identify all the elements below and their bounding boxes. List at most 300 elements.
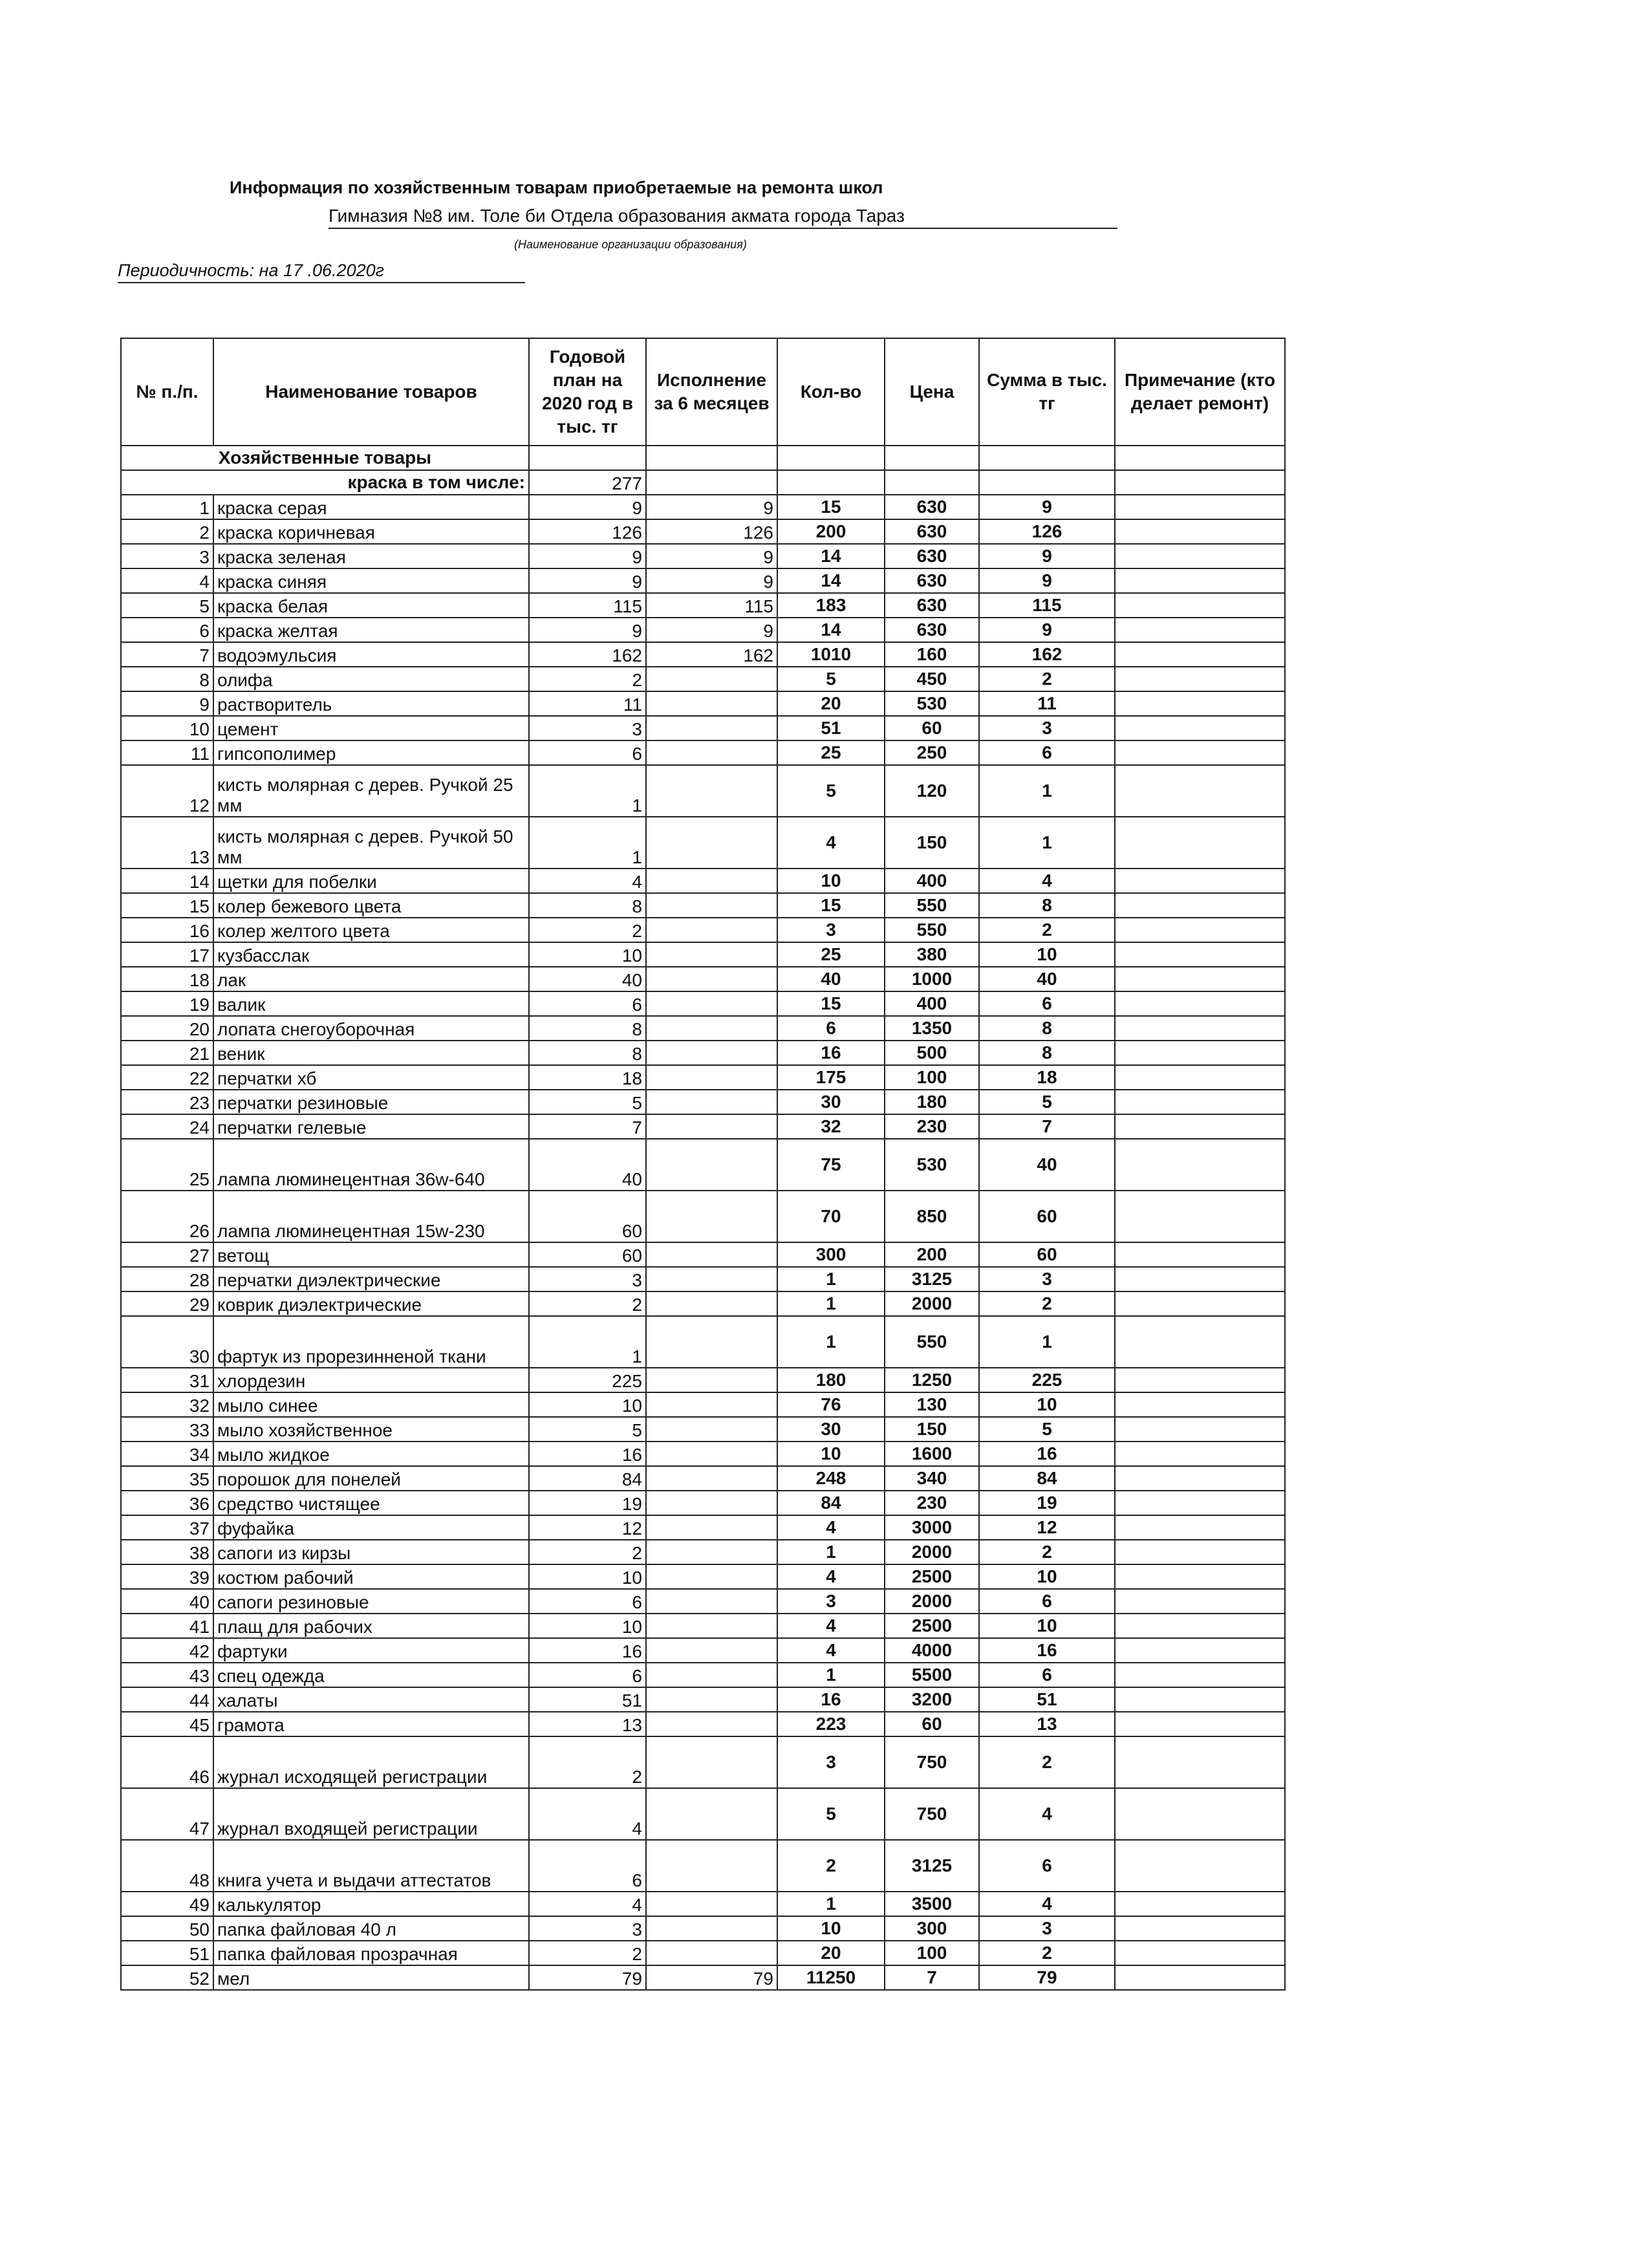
cell-name: хлордезин [213, 1368, 529, 1392]
col-header-number: № п./п. [121, 338, 213, 446]
table-row [121, 740, 1285, 765]
cell-qty: 15 [777, 495, 885, 519]
cell-price: 2500 [885, 1614, 979, 1638]
periodicity: Периодичность: на 17 .06.2020г [118, 261, 525, 283]
cell-qty: 30 [777, 1417, 885, 1442]
cell-qty: 76 [777, 1392, 885, 1417]
cell-exec: 9 [646, 495, 777, 519]
cell-sum: 6 [979, 991, 1115, 1016]
cell-note [1115, 1540, 1285, 1564]
cell-exec [646, 1840, 777, 1892]
subsection-label: краска в том числе: [121, 470, 529, 495]
col-header-note: Примечание (кто делает ремонт) [1115, 338, 1285, 446]
cell-exec [646, 740, 777, 765]
cell-num: 11 [121, 740, 213, 765]
cell-plan: 2 [529, 1941, 646, 1965]
cell-num: 41 [121, 1614, 213, 1638]
cell-num: 7 [121, 642, 213, 667]
cell-note [1115, 1466, 1285, 1491]
cell-name: сапоги резиновые [213, 1589, 529, 1614]
cell-plan: 6 [529, 1840, 646, 1892]
cell-note [1115, 1267, 1285, 1291]
cell-exec [646, 1139, 777, 1191]
header-row [121, 338, 1285, 446]
cell-qty: 1 [777, 1267, 885, 1291]
cell-num: 5 [121, 593, 213, 618]
cell-qty: 40 [777, 967, 885, 991]
cell-price: 2000 [885, 1589, 979, 1614]
cell-num: 16 [121, 918, 213, 942]
cell-note [1115, 667, 1285, 691]
cell-price: 2500 [885, 1564, 979, 1589]
table-row [121, 1840, 1285, 1892]
table-row [121, 568, 1285, 593]
cell-qty: 248 [777, 1466, 885, 1491]
table-row [121, 1041, 1285, 1065]
table-row [121, 1090, 1285, 1114]
cell-qty: 84 [777, 1491, 885, 1515]
cell-name: краска коричневая [213, 519, 529, 544]
cell-sum: 4 [979, 869, 1115, 893]
col-header-price: Цена [885, 338, 979, 446]
table-row [121, 1663, 1285, 1687]
cell-qty: 5 [777, 1788, 885, 1840]
cell-qty: 1 [777, 1892, 885, 1916]
cell-plan: 2 [529, 667, 646, 691]
cell-plan: 10 [529, 1614, 646, 1638]
cell-exec [646, 1687, 777, 1712]
cell-num: 40 [121, 1589, 213, 1614]
table-row [121, 1564, 1285, 1589]
cell-plan: 13 [529, 1712, 646, 1736]
cell-num: 27 [121, 1242, 213, 1267]
cell-price: 230 [885, 1114, 979, 1139]
cell-plan: 3 [529, 716, 646, 740]
cell-price: 200 [885, 1242, 979, 1267]
cell-sum: 6 [979, 1589, 1115, 1614]
cell-qty: 20 [777, 691, 885, 716]
cell-plan: 4 [529, 1788, 646, 1840]
cell-exec: 9 [646, 544, 777, 568]
cell-num: 49 [121, 1892, 213, 1916]
cell-qty: 4 [777, 1564, 885, 1589]
cell-qty: 11250 [777, 1965, 885, 1990]
cell-plan: 51 [529, 1687, 646, 1712]
cell-note [1115, 1191, 1285, 1242]
cell-plan: 4 [529, 869, 646, 893]
cell-num: 32 [121, 1392, 213, 1417]
cell-exec [646, 967, 777, 991]
cell-name: сапоги из кирзы [213, 1540, 529, 1564]
cell-note [1115, 1090, 1285, 1114]
cell-sum: 1 [979, 1316, 1115, 1368]
cell-price: 850 [885, 1191, 979, 1242]
cell-name: краска синяя [213, 568, 529, 593]
cell-sum: 60 [979, 1242, 1115, 1267]
cell-plan: 11 [529, 691, 646, 716]
cell-exec [646, 1491, 777, 1515]
cell-plan: 6 [529, 1663, 646, 1687]
cell-price: 3000 [885, 1515, 979, 1540]
cell-exec [646, 1368, 777, 1392]
cell-price: 1250 [885, 1368, 979, 1392]
cell-name: растворитель [213, 691, 529, 716]
cell-name: лак [213, 967, 529, 991]
table-row [121, 1941, 1285, 1965]
cell-exec [646, 1016, 777, 1041]
cell-qty: 1 [777, 1316, 885, 1368]
table-row [121, 495, 1285, 519]
cell-sum: 18 [979, 1065, 1115, 1090]
cell-plan: 2 [529, 1736, 646, 1788]
cell-qty: 1 [777, 1291, 885, 1316]
cell-plan: 8 [529, 1041, 646, 1065]
cell-plan: 162 [529, 642, 646, 667]
cell-price: 630 [885, 544, 979, 568]
cell-sum: 8 [979, 1016, 1115, 1041]
cell-note [1115, 765, 1285, 817]
cell-note [1115, 967, 1285, 991]
cell-qty: 14 [777, 618, 885, 642]
cell-note [1115, 1515, 1285, 1540]
cell-sum: 16 [979, 1442, 1115, 1466]
cell-plan: 3 [529, 1267, 646, 1291]
cell-note [1115, 1788, 1285, 1840]
cell-exec [646, 991, 777, 1016]
cell-num: 37 [121, 1515, 213, 1540]
cell-num: 46 [121, 1736, 213, 1788]
cell-plan: 10 [529, 942, 646, 967]
cell-name: колер бежевого цвета [213, 893, 529, 918]
cell-exec [646, 1466, 777, 1491]
cell-exec [646, 667, 777, 691]
cell-name: мел [213, 1965, 529, 1990]
cell-name: олифа [213, 667, 529, 691]
cell-price: 120 [885, 765, 979, 817]
cell-price: 630 [885, 495, 979, 519]
cell-note [1115, 495, 1285, 519]
cell-qty: 6 [777, 1016, 885, 1041]
cell-sum: 6 [979, 740, 1115, 765]
cell-sum: 2 [979, 918, 1115, 942]
cell-qty: 4 [777, 1614, 885, 1638]
cell-num: 12 [121, 765, 213, 817]
cell-exec [646, 1392, 777, 1417]
cell-num: 6 [121, 618, 213, 642]
cell-num: 4 [121, 568, 213, 593]
cell-sum: 7 [979, 1114, 1115, 1139]
cell-plan: 9 [529, 568, 646, 593]
cell-plan: 6 [529, 991, 646, 1016]
cell-num: 20 [121, 1016, 213, 1041]
cell-qty: 5 [777, 667, 885, 691]
cell-price: 7 [885, 1965, 979, 1990]
cell-name: кисть молярная с дерев. Ручкой 25 мм [213, 765, 529, 817]
cell-sum: 51 [979, 1687, 1115, 1712]
cell-name: коврик диэлектрические [213, 1291, 529, 1316]
cell-exec [646, 1788, 777, 1840]
col-header-plan: Годовой план на 2020 год в тыс. тг [529, 338, 646, 446]
cell-qty: 20 [777, 1941, 885, 1965]
cell-exec [646, 1267, 777, 1291]
cell-exec [646, 1540, 777, 1564]
cell-sum: 9 [979, 544, 1115, 568]
cell-note [1115, 1139, 1285, 1191]
cell-sum: 16 [979, 1638, 1115, 1663]
cell-sum: 126 [979, 519, 1115, 544]
cell-name: спец одежда [213, 1663, 529, 1687]
cell-num: 21 [121, 1041, 213, 1065]
table-row [121, 1892, 1285, 1916]
cell-name: мыло синее [213, 1392, 529, 1417]
organization-name: Гимназия №8 им. Толе би Отдела образования акмата города Тараз [329, 206, 1117, 229]
cell-name: фартуки [213, 1638, 529, 1663]
table-row [121, 918, 1285, 942]
table-row [121, 967, 1285, 991]
table-row [121, 642, 1285, 667]
cell-name: валик [213, 991, 529, 1016]
cell-price: 630 [885, 618, 979, 642]
cell-note [1115, 568, 1285, 593]
cell-sum: 162 [979, 642, 1115, 667]
cell-sum: 10 [979, 1614, 1115, 1638]
cell-note [1115, 1614, 1285, 1638]
cell-price: 3125 [885, 1267, 979, 1291]
table-row [121, 1687, 1285, 1712]
cell-exec [646, 1712, 777, 1736]
cell-qty: 10 [777, 1916, 885, 1941]
cell-name: перчатки гелевые [213, 1114, 529, 1139]
table-row [121, 1540, 1285, 1564]
cell-sum: 10 [979, 1392, 1115, 1417]
table-row [121, 991, 1285, 1016]
cell-price: 100 [885, 1941, 979, 1965]
table-row [121, 618, 1285, 642]
cell-sum: 11 [979, 691, 1115, 716]
cell-note [1115, 593, 1285, 618]
cell-exec: 9 [646, 618, 777, 642]
table-row [121, 1589, 1285, 1614]
cell-name: грамота [213, 1712, 529, 1736]
cell-num: 34 [121, 1442, 213, 1466]
cell-sum: 3 [979, 716, 1115, 740]
cell-plan: 4 [529, 1892, 646, 1916]
cell-note [1115, 1589, 1285, 1614]
cell-exec [646, 1941, 777, 1965]
cell-num: 33 [121, 1417, 213, 1442]
cell-sum: 40 [979, 967, 1115, 991]
cell-name: журнал входящей регистрации [213, 1788, 529, 1840]
table-row [121, 1267, 1285, 1291]
col-header-execution: Исполнение за 6 месяцев [646, 338, 777, 446]
cell-price: 180 [885, 1090, 979, 1114]
cell-sum: 40 [979, 1139, 1115, 1191]
table-row [121, 1515, 1285, 1540]
cell-note [1115, 716, 1285, 740]
cell-plan: 6 [529, 740, 646, 765]
cell-exec [646, 1736, 777, 1788]
cell-num: 52 [121, 1965, 213, 1990]
table-row [121, 1736, 1285, 1788]
cell-price: 100 [885, 1065, 979, 1090]
cell-note [1115, 1840, 1285, 1892]
cell-price: 160 [885, 642, 979, 667]
cell-name: краска белая [213, 593, 529, 618]
cell-exec [646, 1614, 777, 1638]
cell-plan: 40 [529, 967, 646, 991]
subsection-plan: 277 [529, 470, 646, 495]
cell-name: лампа люминецентная 15w-230 [213, 1191, 529, 1242]
cell-plan: 9 [529, 544, 646, 568]
cell-qty: 15 [777, 991, 885, 1016]
cell-num: 15 [121, 893, 213, 918]
cell-note [1115, 1417, 1285, 1442]
cell-qty: 1 [777, 1663, 885, 1687]
cell-qty: 75 [777, 1139, 885, 1191]
cell-plan: 18 [529, 1065, 646, 1090]
cell-num: 30 [121, 1316, 213, 1368]
cell-note [1115, 642, 1285, 667]
cell-note [1115, 1736, 1285, 1788]
cell-num: 50 [121, 1916, 213, 1941]
cell-num: 19 [121, 991, 213, 1016]
cell-price: 1000 [885, 967, 979, 991]
cell-note [1115, 817, 1285, 869]
table-row [121, 1491, 1285, 1515]
cell-sum: 2 [979, 667, 1115, 691]
cell-price: 3200 [885, 1687, 979, 1712]
cell-note [1115, 1392, 1285, 1417]
cell-qty: 25 [777, 942, 885, 967]
cell-price: 60 [885, 716, 979, 740]
cell-plan: 79 [529, 1965, 646, 1990]
cell-exec: 162 [646, 642, 777, 667]
cell-qty: 30 [777, 1090, 885, 1114]
cell-qty: 1 [777, 1540, 885, 1564]
cell-num: 31 [121, 1368, 213, 1392]
cell-plan: 2 [529, 918, 646, 942]
table-row [121, 1965, 1285, 1990]
cell-num: 28 [121, 1267, 213, 1291]
cell-sum: 5 [979, 1090, 1115, 1114]
cell-num: 44 [121, 1687, 213, 1712]
cell-note [1115, 1041, 1285, 1065]
cell-num: 48 [121, 1840, 213, 1892]
cell-price: 2000 [885, 1540, 979, 1564]
table-row [121, 716, 1285, 740]
cell-name: перчатки диэлектрические [213, 1267, 529, 1291]
table-row [121, 1242, 1285, 1267]
cell-note [1115, 1638, 1285, 1663]
cell-num: 3 [121, 544, 213, 568]
cell-qty: 16 [777, 1687, 885, 1712]
cell-price: 450 [885, 667, 979, 691]
cell-sum: 84 [979, 1466, 1115, 1491]
cell-note [1115, 1941, 1285, 1965]
cell-plan: 5 [529, 1090, 646, 1114]
cell-exec [646, 1916, 777, 1941]
cell-name: плащ для рабочих [213, 1614, 529, 1638]
cell-qty: 5 [777, 765, 885, 817]
cell-plan: 84 [529, 1466, 646, 1491]
cell-qty: 25 [777, 740, 885, 765]
cell-price: 130 [885, 1392, 979, 1417]
cell-sum: 3 [979, 1916, 1115, 1941]
cell-name: фартук из прорезинненой ткани [213, 1316, 529, 1368]
cell-name: веник [213, 1041, 529, 1065]
cell-note [1115, 1442, 1285, 1466]
document-title: Информация по хозяйственным товарам приобретаемые на ремонта школ [230, 178, 883, 197]
cell-exec [646, 1065, 777, 1090]
cell-num: 13 [121, 817, 213, 869]
cell-price: 550 [885, 918, 979, 942]
section-row [121, 446, 1285, 470]
cell-plan: 10 [529, 1392, 646, 1417]
cell-num: 10 [121, 716, 213, 740]
cell-price: 550 [885, 1316, 979, 1368]
table-row [121, 1638, 1285, 1663]
cell-name: перчатки хб [213, 1065, 529, 1090]
cell-name: папка файловая прозрачная [213, 1941, 529, 1965]
cell-exec [646, 1114, 777, 1139]
table-row [121, 1114, 1285, 1139]
cell-name: мыло хозяйственное [213, 1417, 529, 1442]
table-row [121, 1316, 1285, 1368]
cell-sum: 4 [979, 1788, 1115, 1840]
cell-num: 25 [121, 1139, 213, 1191]
cell-sum: 2 [979, 1540, 1115, 1564]
cell-plan: 9 [529, 495, 646, 519]
cell-qty: 16 [777, 1041, 885, 1065]
organization-note: (Наименование организации образования) [514, 238, 747, 251]
cell-name: средство чистящее [213, 1491, 529, 1515]
cell-sum: 6 [979, 1840, 1115, 1892]
cell-qty: 10 [777, 1442, 885, 1466]
table-row [121, 519, 1285, 544]
cell-qty: 14 [777, 544, 885, 568]
cell-exec: 115 [646, 593, 777, 618]
cell-price: 750 [885, 1788, 979, 1840]
cell-sum: 10 [979, 1564, 1115, 1589]
cell-note [1115, 869, 1285, 893]
cell-name: цемент [213, 716, 529, 740]
cell-note [1115, 1065, 1285, 1090]
cell-name: порошок для понелей [213, 1466, 529, 1491]
cell-note [1115, 740, 1285, 765]
cell-num: 17 [121, 942, 213, 967]
cell-sum: 1 [979, 817, 1115, 869]
cell-qty: 3 [777, 1589, 885, 1614]
cell-sum: 79 [979, 1965, 1115, 1990]
cell-sum: 9 [979, 495, 1115, 519]
table-row [121, 869, 1285, 893]
cell-name: гипсополимер [213, 740, 529, 765]
table-row [121, 1191, 1285, 1242]
cell-plan: 19 [529, 1491, 646, 1515]
cell-price: 1350 [885, 1016, 979, 1041]
cell-price: 4000 [885, 1638, 979, 1663]
cell-plan: 10 [529, 1564, 646, 1589]
cell-plan: 60 [529, 1191, 646, 1242]
cell-exec: 126 [646, 519, 777, 544]
cell-qty: 51 [777, 716, 885, 740]
cell-price: 400 [885, 991, 979, 1016]
cell-name: фуфайка [213, 1515, 529, 1540]
cell-sum: 2 [979, 1736, 1115, 1788]
table-row [121, 1712, 1285, 1736]
cell-plan: 8 [529, 1016, 646, 1041]
cell-price: 550 [885, 893, 979, 918]
